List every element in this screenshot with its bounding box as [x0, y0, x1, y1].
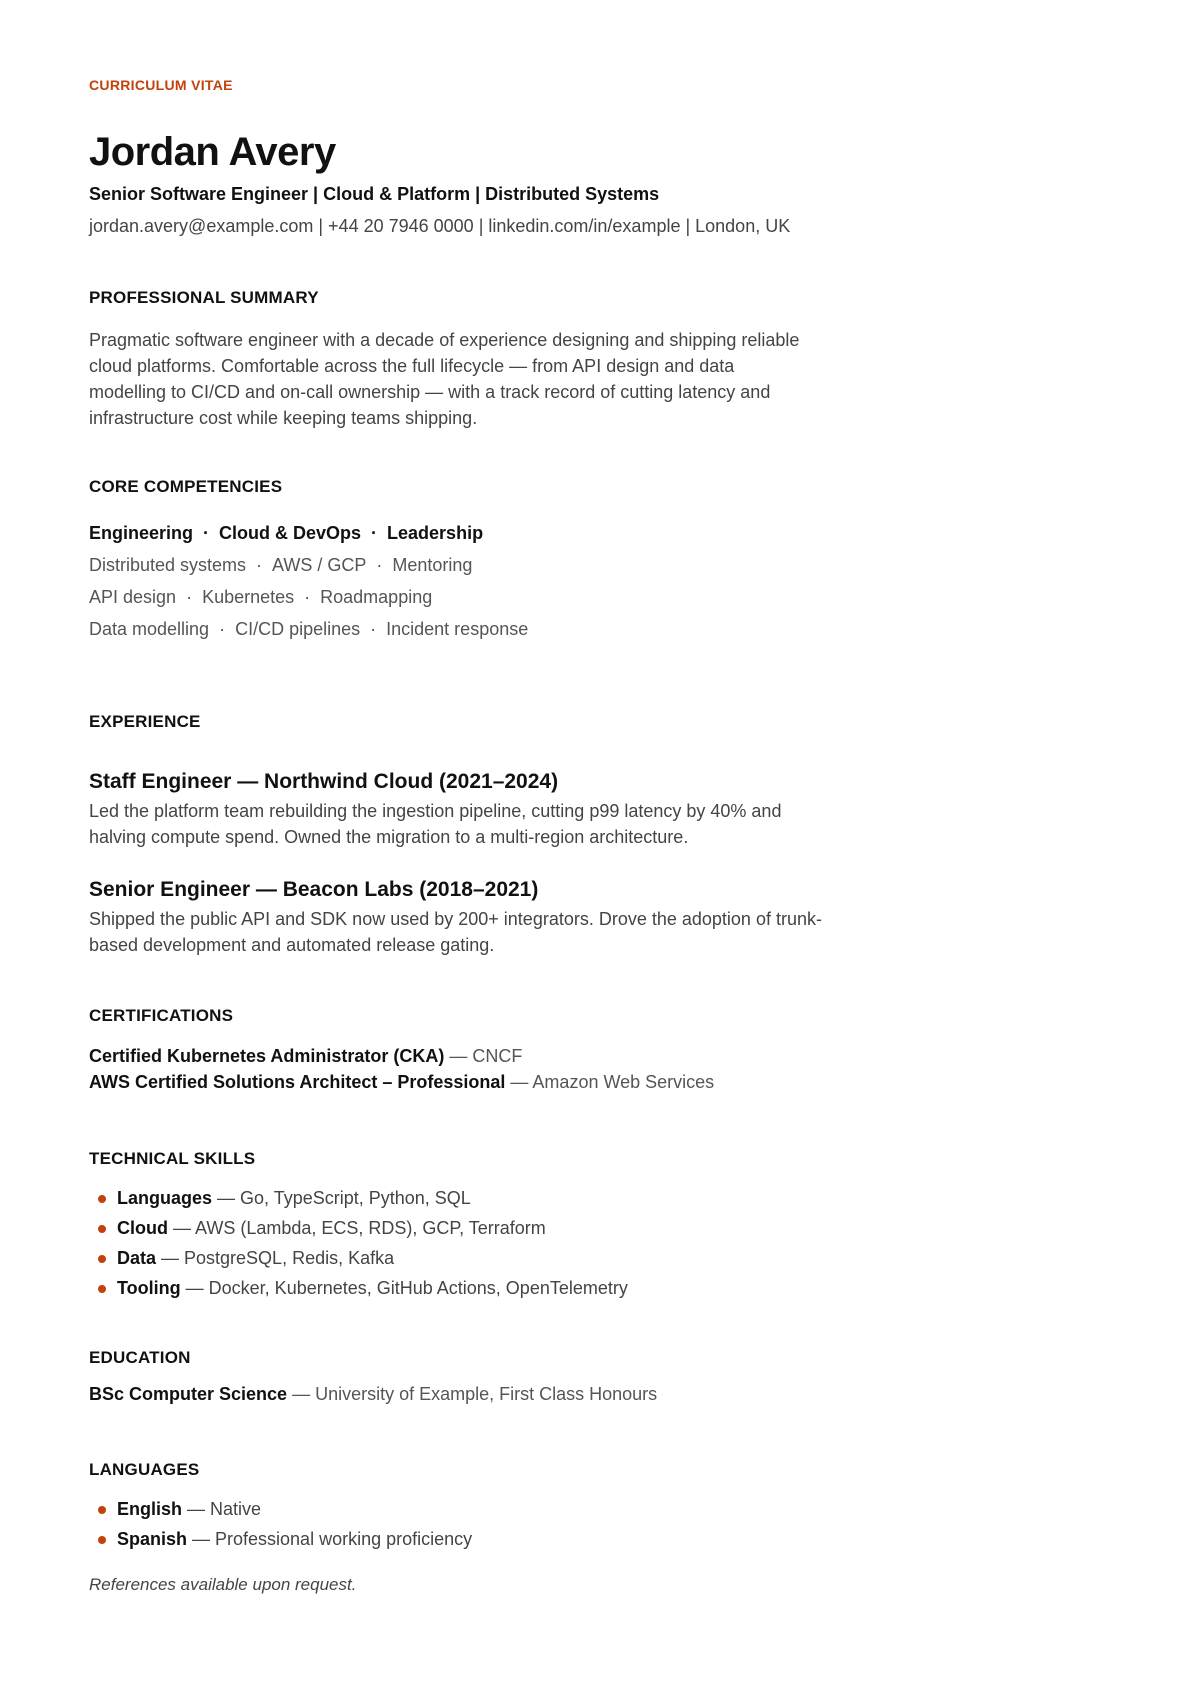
bullet-icon — [98, 1506, 106, 1514]
bullet-icon — [98, 1285, 106, 1293]
competency-header: Cloud & DevOps — [219, 523, 362, 543]
separator: · — [203, 523, 210, 543]
competencies-row — [89, 587, 432, 608]
candidate-name: Jordan Avery — [89, 130, 336, 174]
separator: · — [370, 619, 377, 639]
separator: · — [186, 587, 193, 607]
education-heading: EDUCATION — [89, 1348, 191, 1367]
skills-heading: TECHNICAL SKILLS — [89, 1149, 256, 1168]
competencies-row — [89, 555, 472, 576]
certification-name: Certified Kubernetes Administrator (CKA) — [89, 1046, 445, 1066]
certifications-heading: CERTIFICATIONS — [89, 1006, 234, 1025]
certification-item — [89, 1046, 522, 1067]
language-item — [89, 1524, 472, 1554]
job-description: Led the platform team rebuilding the ingestion pipeline, cutting p99 latency by 40% and halving compute spend. Owned the migration to a multi-region architecture. — [89, 801, 782, 847]
experience-heading: EXPERIENCE — [89, 712, 201, 731]
skill-label: Cloud — [117, 1218, 168, 1238]
language-label: English — [117, 1499, 183, 1519]
summary-text: Pragmatic software engineer with a decade of experience designing and shipping reliable cloud platforms. Comfortable across the full lifecycle — from API design and data modelling to CI/CD and on-call ownership — with a track record of cutting latency and infrastructure cost while keeping teams shipping. — [89, 330, 800, 428]
contact-line: jordan.avery@example.com | +44 20 7946 0000 | linkedin.com/in/example | London, UK — [89, 216, 791, 236]
languages-list — [89, 1494, 472, 1554]
competencies-header-row — [89, 523, 483, 544]
separator: · — [304, 587, 311, 607]
competencies-heading: CORE COMPETENCIES — [89, 477, 283, 496]
summary-heading: PROFESSIONAL SUMMARY — [89, 288, 319, 307]
competency-item: Mentoring — [392, 555, 473, 575]
separator: · — [376, 555, 383, 575]
skills-list — [89, 1183, 628, 1303]
separator: · — [219, 619, 226, 639]
skill-item — [89, 1213, 628, 1243]
competency-item: Data modelling — [89, 619, 210, 639]
competencies-row — [89, 619, 528, 640]
skill-item — [89, 1183, 628, 1213]
skill-item — [89, 1243, 628, 1273]
language-label: Spanish — [117, 1529, 188, 1549]
skill-label: Data — [117, 1248, 157, 1268]
skill-value: — Docker, Kubernetes, GitHub Actions, OpenTelemetry — [180, 1278, 628, 1298]
job-title: Staff Engineer — Northwind Cloud (2021–2024) — [89, 770, 559, 793]
references-note: References available upon request. — [89, 1575, 357, 1594]
bullet-icon — [98, 1195, 106, 1203]
bullet-icon — [98, 1225, 106, 1233]
competency-item: Incident response — [386, 619, 529, 639]
skill-label: Tooling — [117, 1278, 181, 1298]
competency-header: Engineering — [89, 523, 194, 543]
language-item — [89, 1494, 472, 1524]
certification-issuer: — Amazon Web Services — [505, 1072, 715, 1092]
separator: · — [256, 555, 263, 575]
competency-item: API design — [89, 587, 177, 607]
language-level: — Professional working proficiency — [187, 1529, 473, 1549]
separator: · — [371, 523, 378, 543]
language-level: — Native — [182, 1499, 262, 1519]
certification-item — [89, 1072, 714, 1093]
education-details: — University of Example, First Class Honours — [287, 1384, 658, 1404]
competency-item: Distributed systems — [89, 555, 247, 575]
education-item — [89, 1384, 657, 1405]
job-title: Senior Engineer — Beacon Labs (2018–2021) — [89, 878, 539, 901]
competency-item: Roadmapping — [320, 587, 433, 607]
competency-header: Leadership — [387, 523, 484, 543]
skill-label: Languages — [117, 1188, 213, 1208]
competency-item: Kubernetes — [202, 587, 295, 607]
document-label: CURRICULUM VITAE — [89, 77, 233, 93]
bullet-icon — [98, 1536, 106, 1544]
bullet-icon — [98, 1255, 106, 1263]
skill-value: — Go, TypeScript, Python, SQL — [212, 1188, 471, 1208]
certification-issuer: — CNCF — [444, 1046, 523, 1066]
languages-heading: LANGUAGES — [89, 1460, 200, 1479]
degree: BSc Computer Science — [89, 1384, 288, 1404]
skill-item — [89, 1273, 628, 1303]
competency-item: CI/CD pipelines — [235, 619, 361, 639]
job-description: Shipped the public API and SDK now used by 200+ integrators. Drove the adoption of trunk-based development and automated release gating. — [89, 909, 822, 955]
certification-name: AWS Certified Solutions Architect – Professional — [89, 1072, 506, 1092]
competency-item: AWS / GCP — [272, 555, 367, 575]
skill-value: — PostgreSQL, Redis, Kafka — [156, 1248, 395, 1268]
skill-value: — AWS (Lambda, ECS, RDS), GCP, Terraform — [168, 1218, 546, 1238]
headline: Senior Software Engineer | Cloud & Platform | Distributed Systems — [89, 184, 660, 204]
